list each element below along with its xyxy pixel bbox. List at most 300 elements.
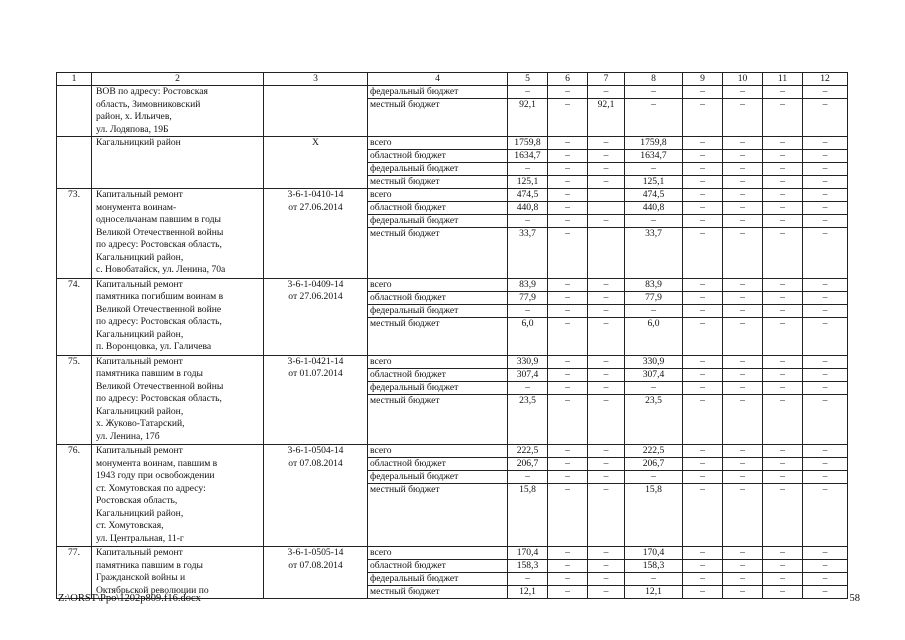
reference-line: от 01.07.2014 — [288, 368, 343, 379]
funding-source: местный бюджет — [368, 317, 508, 355]
value-cell: – — [763, 368, 803, 381]
value-cell: – — [803, 394, 848, 445]
value-cell: – — [763, 317, 803, 355]
reference-line: от 07.08.2014 — [288, 559, 343, 571]
value-cell: – — [625, 304, 683, 317]
funding-source: всего — [368, 189, 508, 202]
description-line: ВОВ по адресу: Ростовская — [96, 86, 208, 97]
value-cell: – — [588, 317, 625, 355]
value-cell: – — [548, 394, 588, 445]
value-cell: 92,1 — [508, 99, 548, 137]
value-cell: – — [803, 381, 848, 394]
value-cell: – — [588, 394, 625, 445]
value-cell: – — [588, 586, 625, 599]
value-cell: – — [683, 278, 723, 291]
column-number-12: 12 — [803, 73, 848, 86]
description-line: Гражданской войны и — [96, 572, 186, 583]
value-cell: – — [508, 381, 548, 394]
funding-source: областной бюджет — [368, 368, 508, 381]
value-cell: – — [763, 445, 803, 458]
value-cell: – — [763, 381, 803, 394]
funding-source: федеральный бюджет — [368, 86, 508, 99]
row-index: 74. — [57, 278, 92, 355]
value-cell: – — [803, 163, 848, 176]
description-line: односельчанам павшим в годы — [96, 214, 221, 225]
value-cell: – — [548, 368, 588, 381]
value-cell: 474,5 — [508, 189, 548, 202]
value-cell: – — [548, 278, 588, 291]
column-number-9: 9 — [683, 73, 723, 86]
table-row — [57, 445, 848, 458]
value-cell: – — [763, 586, 803, 599]
funding-source: федеральный бюджет — [368, 573, 508, 586]
footer-page-number: 58 — [849, 593, 860, 604]
value-cell: – — [548, 573, 588, 586]
value-cell: – — [723, 394, 763, 445]
value-cell: – — [683, 189, 723, 202]
value-cell: 92,1 — [588, 99, 625, 137]
description-line: Капитальный ремонт — [96, 547, 183, 558]
description-line: Великой Отечественной войны — [96, 380, 224, 392]
description-line: по адресу: Ростовская область, — [96, 393, 222, 404]
value-cell: 125,1 — [508, 176, 548, 189]
value-cell: – — [803, 176, 848, 189]
description-line: Ростовская область, — [96, 495, 178, 506]
value-cell: – — [625, 163, 683, 176]
budget-table — [56, 72, 848, 599]
value-cell: – — [803, 202, 848, 215]
value-cell: – — [548, 586, 588, 599]
value-cell: – — [588, 458, 625, 471]
value-cell: – — [683, 458, 723, 471]
description-line: п. Воронцовка, ул. Галичева — [96, 341, 212, 352]
object-description — [92, 189, 264, 279]
value-cell: – — [625, 99, 683, 137]
value-cell: – — [588, 471, 625, 484]
value-cell: 6,0 — [625, 317, 683, 355]
value-cell: – — [508, 86, 548, 99]
value-cell: 77,9 — [625, 291, 683, 304]
value-cell: 170,4 — [508, 547, 548, 560]
document-reference — [264, 137, 368, 189]
reference-line: от 07.08.2014 — [288, 457, 343, 469]
row-index: 77. — [57, 547, 92, 599]
value-cell: – — [763, 228, 803, 279]
value-cell: – — [683, 355, 723, 368]
description-line: Кагальницкий район, — [96, 328, 184, 340]
funding-source: всего — [368, 278, 508, 291]
value-cell: – — [723, 278, 763, 291]
value-cell: – — [683, 163, 723, 176]
value-cell: – — [588, 368, 625, 381]
value-cell: – — [548, 291, 588, 304]
value-cell: – — [683, 547, 723, 560]
value-cell: – — [683, 368, 723, 381]
value-cell: – — [683, 99, 723, 137]
value-cell: – — [723, 189, 763, 202]
value-cell: – — [763, 547, 803, 560]
value-cell: – — [723, 381, 763, 394]
description-line: Кагальницкий район, — [96, 251, 184, 263]
value-cell: – — [548, 445, 588, 458]
value-cell: – — [763, 484, 803, 547]
value-cell: – — [683, 573, 723, 586]
description-line: Капитальный ремонт — [96, 278, 183, 290]
value-cell: – — [803, 484, 848, 547]
description-line: ул. Лодяпова, 19Б — [96, 123, 169, 135]
value-cell: – — [723, 99, 763, 137]
funding-source: областной бюджет — [368, 291, 508, 304]
value-cell: – — [723, 317, 763, 355]
value-cell: – — [723, 471, 763, 484]
value-cell: – — [803, 368, 848, 381]
value-cell: – — [508, 163, 548, 176]
value-cell: – — [763, 215, 803, 228]
value-cell: – — [723, 163, 763, 176]
value-cell: – — [763, 471, 803, 484]
value-cell: – — [548, 458, 588, 471]
value-cell: – — [683, 560, 723, 573]
value-cell: 6,0 — [508, 317, 548, 355]
value-cell: – — [763, 86, 803, 99]
description-line: с. Новобатайск, ул. Ленина, 70а — [96, 264, 226, 275]
object-description — [92, 137, 264, 189]
value-cell — [588, 228, 625, 279]
funding-source: местный бюджет — [368, 484, 508, 547]
value-cell: – — [723, 202, 763, 215]
value-cell: – — [588, 484, 625, 547]
value-cell: – — [548, 189, 588, 202]
funding-source: всего — [368, 547, 508, 560]
table-row — [57, 137, 848, 150]
column-number-11: 11 — [763, 73, 803, 86]
funding-source: местный бюджет — [368, 99, 508, 137]
value-cell: – — [683, 176, 723, 189]
value-cell: – — [723, 560, 763, 573]
row-index — [57, 86, 92, 137]
value-cell: 222,5 — [625, 445, 683, 458]
value-cell: 12,1 — [508, 586, 548, 599]
value-cell: 15,8 — [625, 484, 683, 547]
description-line: Кагальницкий район, — [96, 405, 184, 417]
value-cell: – — [683, 137, 723, 150]
value-cell: – — [683, 381, 723, 394]
value-cell: – — [723, 368, 763, 381]
table-row — [57, 189, 848, 202]
value-cell: – — [625, 573, 683, 586]
value-cell: – — [548, 99, 588, 137]
value-cell: 83,9 — [625, 278, 683, 291]
document-reference — [264, 189, 368, 279]
value-cell: – — [588, 445, 625, 458]
column-number-2: 2 — [92, 73, 264, 86]
value-cell: – — [763, 394, 803, 445]
document-reference — [264, 445, 368, 547]
value-cell: – — [803, 586, 848, 599]
value-cell: 1759,8 — [625, 137, 683, 150]
value-cell: – — [763, 137, 803, 150]
value-cell: – — [625, 471, 683, 484]
value-cell — [588, 189, 625, 202]
value-cell: – — [763, 278, 803, 291]
funding-source: областной бюджет — [368, 560, 508, 573]
value-cell: – — [548, 471, 588, 484]
funding-source: областной бюджет — [368, 150, 508, 163]
funding-source: местный бюджет — [368, 176, 508, 189]
value-cell: – — [508, 471, 548, 484]
description-line: монумента воинам, павшим в — [96, 457, 218, 469]
value-cell: – — [588, 381, 625, 394]
value-cell: – — [588, 560, 625, 573]
value-cell: – — [683, 394, 723, 445]
value-cell: – — [683, 586, 723, 599]
funding-source: федеральный бюджет — [368, 471, 508, 484]
document-reference — [264, 278, 368, 355]
funding-source: областной бюджет — [368, 202, 508, 215]
value-cell: – — [588, 355, 625, 368]
funding-source: областной бюджет — [368, 458, 508, 471]
description-line: область, Зимовниковский — [96, 98, 201, 110]
reference-line: от 27.06.2014 — [288, 291, 343, 302]
value-cell: – — [548, 150, 588, 163]
table-body — [57, 86, 848, 599]
value-cell: 330,9 — [508, 355, 548, 368]
value-cell: – — [548, 304, 588, 317]
value-cell: – — [625, 381, 683, 394]
row-index: 76. — [57, 445, 92, 547]
value-cell: – — [683, 150, 723, 163]
value-cell: – — [723, 150, 763, 163]
value-cell: – — [723, 484, 763, 547]
column-number-4: 4 — [368, 73, 508, 86]
description-line: ст. Хомутовская по адресу: — [96, 482, 206, 494]
funding-source: федеральный бюджет — [368, 163, 508, 176]
value-cell: – — [683, 471, 723, 484]
value-cell: – — [508, 215, 548, 228]
value-cell: 15,8 — [508, 484, 548, 547]
value-cell: – — [588, 150, 625, 163]
funding-source: всего — [368, 445, 508, 458]
value-cell: – — [588, 278, 625, 291]
reference-line: Х — [312, 137, 319, 148]
description-line: х. Жуково-Татарский, — [96, 418, 185, 429]
value-cell: – — [723, 86, 763, 99]
description-line: ст. Хомутовская, — [96, 520, 164, 531]
document-reference — [264, 355, 368, 445]
value-cell: 23,5 — [508, 394, 548, 445]
column-number-5: 5 — [508, 73, 548, 86]
value-cell: – — [803, 445, 848, 458]
value-cell: – — [723, 458, 763, 471]
value-cell: – — [625, 86, 683, 99]
value-cell: 1759,8 — [508, 137, 548, 150]
description-line: памятника павшим в годы — [96, 559, 203, 571]
description-line: Капитальный ремонт — [96, 355, 183, 367]
reference-line: от 27.06.2014 — [288, 201, 343, 213]
value-cell: – — [763, 573, 803, 586]
value-cell: – — [683, 202, 723, 215]
description-line: памятника павшим в годы — [96, 368, 203, 379]
value-cell: – — [508, 304, 548, 317]
value-cell: – — [548, 163, 588, 176]
row-index — [57, 137, 92, 189]
value-cell: 330,9 — [625, 355, 683, 368]
value-cell: – — [763, 99, 803, 137]
object-description — [92, 278, 264, 355]
value-cell: 170,4 — [625, 547, 683, 560]
table-row — [57, 278, 848, 291]
value-cell: 222,5 — [508, 445, 548, 458]
value-cell: – — [723, 176, 763, 189]
object-description — [92, 445, 264, 547]
reference-line: 3-6-1-0421-14 — [287, 355, 344, 367]
funding-source: всего — [368, 355, 508, 368]
document-reference — [264, 86, 368, 137]
value-cell: – — [723, 215, 763, 228]
value-cell: – — [803, 228, 848, 279]
row-index: 75. — [57, 355, 92, 445]
document-reference — [264, 547, 368, 599]
value-cell: – — [763, 176, 803, 189]
value-cell: 158,3 — [508, 560, 548, 573]
description-line: Капитальный ремонт — [96, 189, 183, 200]
value-cell: 158,3 — [625, 560, 683, 573]
description-line: 1943 году при освобождении — [96, 470, 215, 481]
column-number-8: 8 — [625, 73, 683, 86]
value-cell: 474,5 — [625, 189, 683, 202]
value-cell: – — [683, 215, 723, 228]
value-cell: 206,7 — [625, 458, 683, 471]
description-line: Великой Отечественной войне — [96, 303, 222, 315]
value-cell: – — [588, 573, 625, 586]
value-cell: – — [548, 560, 588, 573]
description-line: Кагальницкий район, — [96, 507, 184, 519]
funding-source: местный бюджет — [368, 586, 508, 599]
value-cell: 125,1 — [625, 176, 683, 189]
value-cell: – — [683, 445, 723, 458]
value-cell: – — [763, 560, 803, 573]
value-cell: – — [588, 215, 625, 228]
description-line: район, х. Ильичев, — [96, 111, 172, 122]
table-row — [57, 547, 848, 560]
value-cell: – — [548, 317, 588, 355]
value-cell: 12,1 — [625, 586, 683, 599]
value-cell: 440,8 — [625, 202, 683, 215]
value-cell: – — [588, 163, 625, 176]
value-cell: 23,5 — [625, 394, 683, 445]
description-line: по адресу: Ростовская область, — [96, 316, 222, 327]
value-cell: – — [763, 189, 803, 202]
value-cell: – — [803, 215, 848, 228]
value-cell: – — [683, 484, 723, 547]
value-cell: – — [763, 202, 803, 215]
table-row — [57, 355, 848, 368]
description-line: Капитальный ремонт — [96, 445, 183, 456]
funding-source: всего — [368, 137, 508, 150]
value-cell: – — [803, 304, 848, 317]
value-cell: – — [803, 278, 848, 291]
object-description — [92, 355, 264, 445]
value-cell: – — [803, 355, 848, 368]
funding-source: местный бюджет — [368, 228, 508, 279]
value-cell: 1634,7 — [508, 150, 548, 163]
value-cell: – — [683, 317, 723, 355]
funding-source: федеральный бюджет — [368, 304, 508, 317]
value-cell: – — [588, 304, 625, 317]
value-cell: – — [803, 137, 848, 150]
value-cell: – — [548, 228, 588, 279]
column-number-6: 6 — [548, 73, 588, 86]
value-cell: 206,7 — [508, 458, 548, 471]
value-cell: – — [588, 86, 625, 99]
value-cell: – — [803, 189, 848, 202]
value-cell: – — [548, 215, 588, 228]
value-cell: – — [548, 176, 588, 189]
value-cell: 440,8 — [508, 202, 548, 215]
value-cell: – — [548, 484, 588, 547]
value-cell: – — [803, 471, 848, 484]
value-cell: 307,4 — [508, 368, 548, 381]
value-cell: – — [803, 99, 848, 137]
value-cell: – — [803, 560, 848, 573]
column-number-3: 3 — [264, 73, 368, 86]
value-cell: 33,7 — [508, 228, 548, 279]
value-cell: – — [803, 291, 848, 304]
value-cell: – — [803, 573, 848, 586]
value-cell: 77,9 — [508, 291, 548, 304]
description-line: ул. Центральная, 11-г — [96, 532, 184, 544]
column-number-10: 10 — [723, 73, 763, 86]
value-cell: – — [763, 458, 803, 471]
value-cell: – — [548, 202, 588, 215]
value-cell: – — [548, 381, 588, 394]
funding-source: местный бюджет — [368, 394, 508, 445]
description-line: памятника погибшим воинам в — [96, 291, 224, 302]
value-cell: – — [508, 573, 548, 586]
value-cell: – — [723, 137, 763, 150]
table-row — [57, 86, 848, 99]
description-line: монумента воинам- — [96, 201, 177, 213]
value-cell: 33,7 — [625, 228, 683, 279]
footer-file-path: Z:\ORST\Ppo\1202p809.f16.docx — [58, 593, 201, 604]
column-number-7: 7 — [588, 73, 625, 86]
description-line: ул. Ленина, 17б — [96, 430, 160, 442]
value-cell: – — [763, 291, 803, 304]
value-cell: – — [588, 547, 625, 560]
object-description — [92, 86, 264, 137]
description-line: Кагальницкий район — [96, 137, 181, 148]
value-cell: – — [803, 547, 848, 560]
value-cell: – — [683, 291, 723, 304]
value-cell: 83,9 — [508, 278, 548, 291]
value-cell: – — [683, 228, 723, 279]
value-cell: – — [548, 137, 588, 150]
value-cell: – — [723, 586, 763, 599]
reference-line: 3-6-1-0410-14 — [287, 189, 344, 200]
value-cell: – — [548, 86, 588, 99]
value-cell: – — [803, 86, 848, 99]
value-cell — [588, 202, 625, 215]
value-cell: – — [548, 547, 588, 560]
value-cell: – — [588, 291, 625, 304]
reference-line: 3-6-1-0505-14 — [287, 547, 344, 558]
value-cell: – — [763, 355, 803, 368]
value-cell: – — [763, 304, 803, 317]
value-cell: – — [723, 291, 763, 304]
funding-source: федеральный бюджет — [368, 215, 508, 228]
description-line: Великой Отечественной войны — [96, 226, 224, 238]
value-cell: – — [723, 445, 763, 458]
